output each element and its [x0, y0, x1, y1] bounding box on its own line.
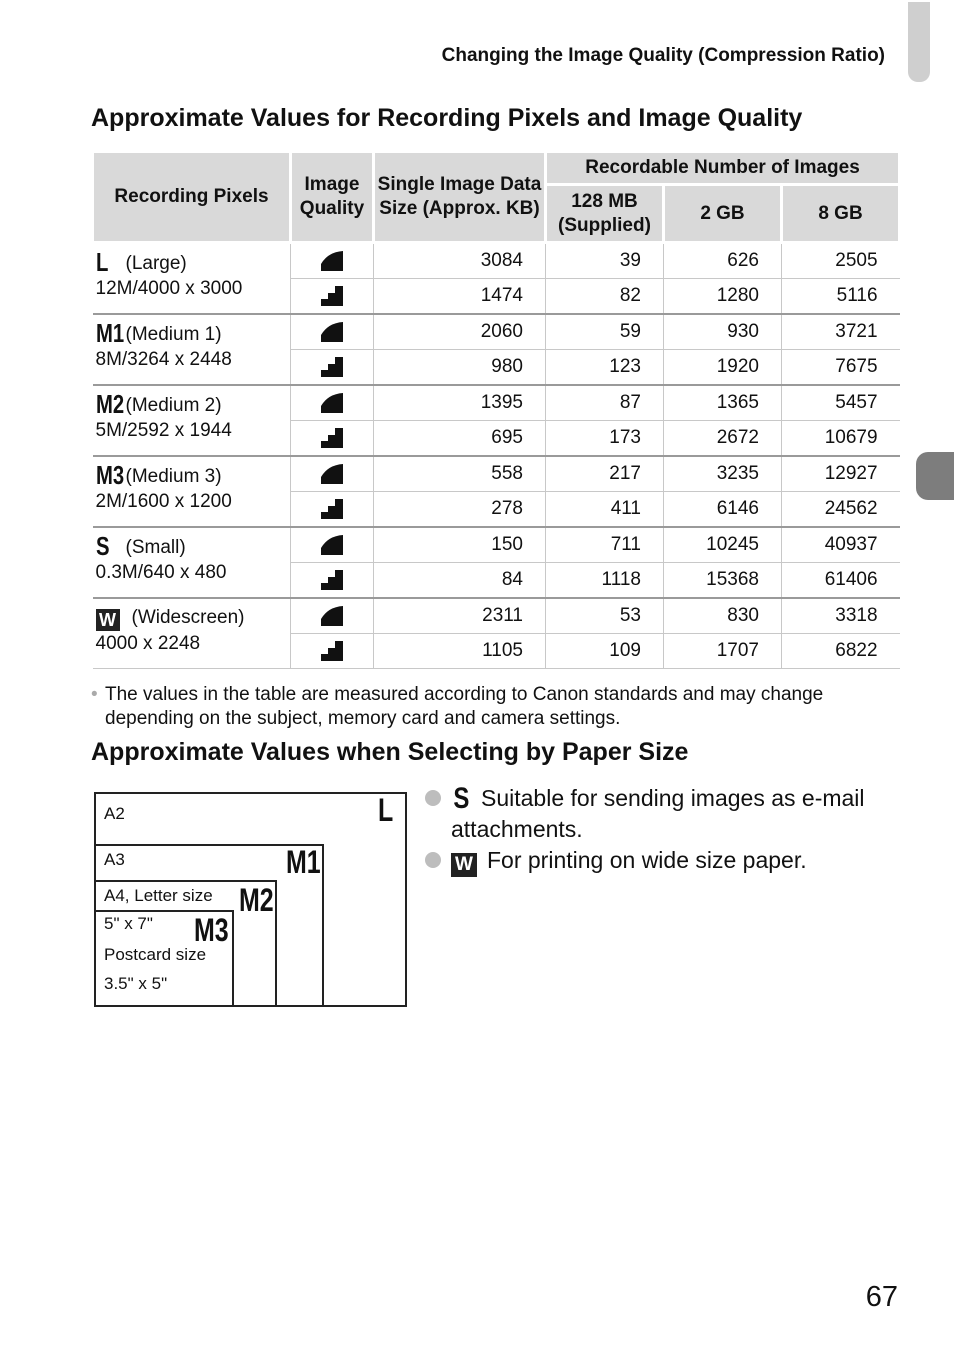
image-quality-cell: [291, 527, 374, 563]
data-size-cell: 2060: [374, 314, 546, 350]
mode-notes: [423, 783, 903, 877]
section-title-paper-size: Approximate Values when Selecting by Paper Size: [91, 738, 689, 766]
count-128mb-cell: 217: [546, 456, 664, 492]
data-size-cell: 1395: [374, 385, 546, 421]
section-title-pixels-quality: Approximate Values for Recording Pixels and Image Quality: [91, 104, 803, 132]
chapter-tab-side: [916, 452, 954, 500]
count-2gb-cell: 1707: [664, 634, 782, 669]
data-size-cell: 2311: [374, 598, 546, 634]
mode-resolution: 12M/4000 x 3000: [95, 278, 243, 299]
count-8gb-cell: 7675: [782, 350, 900, 386]
data-size-cell: 84: [374, 563, 546, 599]
data-size-cell: 980: [374, 350, 546, 386]
image-quality-cell: [291, 243, 374, 279]
values-table: [91, 150, 901, 669]
mode-m3-icon: M3: [95, 460, 124, 490]
count-2gb-cell: 1920: [664, 350, 782, 386]
recording-pixels-cell: [93, 598, 291, 669]
mode-s-icon: S: [95, 531, 110, 561]
data-size-cell: 3084: [374, 243, 546, 279]
count-8gb-cell: 6822: [782, 634, 900, 669]
image-quality-cell: [291, 456, 374, 492]
header-2gb: 2 GB: [664, 185, 782, 243]
note-widescreen-text: For printing on wide size paper.: [487, 847, 807, 873]
image-quality-cell: [291, 421, 374, 457]
data-size-cell: 150: [374, 527, 546, 563]
fine-quality-icon: [320, 392, 344, 414]
mode-resolution: 8M/3264 x 2448: [95, 349, 232, 370]
count-128mb-cell: 53: [546, 598, 664, 634]
count-8gb-cell: 12927: [782, 456, 900, 492]
table-row: [93, 456, 900, 492]
count-128mb-cell: 87: [546, 385, 664, 421]
note-text: The values in the table are measured according to Canon standards and may change depending on the subject, memory card and camera settings.: [105, 684, 824, 729]
table-row: [93, 385, 900, 421]
count-128mb-cell: 411: [546, 492, 664, 528]
image-quality-cell: [291, 563, 374, 599]
note-small-text: Suitable for sending images as e-mail attachments.: [451, 785, 865, 842]
normal-quality-icon: [320, 285, 344, 307]
mode-name: (Medium 2): [125, 395, 222, 416]
count-2gb-cell: 930: [664, 314, 782, 350]
count-2gb-cell: 3235: [664, 456, 782, 492]
count-2gb-cell: 6146: [664, 492, 782, 528]
normal-quality-icon: [320, 498, 344, 520]
mode-l-icon: L: [378, 792, 394, 828]
table-row: [93, 527, 900, 563]
count-128mb-cell: 1118: [546, 563, 664, 599]
count-128mb-cell: 173: [546, 421, 664, 457]
count-2gb-cell: 1365: [664, 385, 782, 421]
bullet-circle: [425, 790, 441, 806]
mode-resolution: 0.3M/640 x 480: [95, 562, 227, 583]
count-2gb-cell: 1280: [664, 279, 782, 315]
running-head: Changing the Image Quality (Compression Ratio): [441, 45, 885, 66]
count-8gb-cell: 3721: [782, 314, 900, 350]
count-128mb-cell: 109: [546, 634, 664, 669]
mode-resolution: 2M/1600 x 1200: [95, 491, 232, 512]
chapter-tab-top: [908, 2, 930, 82]
count-8gb-cell: 5116: [782, 279, 900, 315]
note-bullet: •: [91, 684, 98, 705]
count-8gb-cell: 10679: [782, 421, 900, 457]
data-size-cell: 1105: [374, 634, 546, 669]
mode-w-icon: W: [96, 609, 120, 631]
mode-name: (Medium 3): [125, 466, 222, 487]
table-row: [93, 598, 900, 634]
count-8gb-cell: 61406: [782, 563, 900, 599]
paper-a3-box: [94, 844, 324, 1007]
table-note: [91, 683, 901, 731]
paper-5x7-box: [94, 910, 234, 1007]
mode-l-icon: L: [95, 247, 108, 277]
recording-pixels-cell: [93, 385, 291, 456]
count-8gb-cell: 40937: [782, 527, 900, 563]
note-small-mode: [423, 783, 903, 845]
mode-m2-icon: M2: [239, 882, 274, 918]
page-number: 67: [865, 1281, 898, 1313]
recording-pixels-cell: [93, 456, 291, 527]
fine-quality-icon: [320, 463, 344, 485]
paper-a3-label: A3: [104, 850, 125, 869]
bullet-circle: [425, 852, 441, 868]
mode-m1-icon: M1: [286, 844, 321, 880]
data-size-cell: 278: [374, 492, 546, 528]
mode-resolution: 4000 x 2248: [95, 633, 201, 654]
image-quality-cell: [291, 634, 374, 669]
paper-a2-label: A2: [104, 804, 125, 823]
fine-quality-icon: [320, 250, 344, 272]
mode-m3-icon: M3: [194, 912, 229, 948]
count-128mb-cell: 123: [546, 350, 664, 386]
header-data-size: Single Image Data Size (Approx. KB): [374, 152, 546, 243]
count-2gb-cell: 830: [664, 598, 782, 634]
paper-size-diagram: [94, 792, 407, 1007]
count-8gb-cell: 24562: [782, 492, 900, 528]
paper-a4-box: [94, 880, 277, 1007]
image-quality-cell: [291, 314, 374, 350]
data-size-cell: 1474: [374, 279, 546, 315]
count-2gb-cell: 626: [664, 243, 782, 279]
count-128mb-cell: 39: [546, 243, 664, 279]
count-8gb-cell: 2505: [782, 243, 900, 279]
note-widescreen-mode: [423, 845, 903, 877]
count-2gb-cell: 2672: [664, 421, 782, 457]
mode-w-icon: W: [451, 853, 477, 877]
image-quality-cell: [291, 350, 374, 386]
count-8gb-cell: 5457: [782, 385, 900, 421]
normal-quality-icon: [320, 356, 344, 378]
count-128mb-cell: 59: [546, 314, 664, 350]
count-2gb-cell: 10245: [664, 527, 782, 563]
mode-name: (Medium 1): [125, 324, 222, 345]
count-2gb-cell: 15368: [664, 563, 782, 599]
fine-quality-icon: [320, 605, 344, 627]
paper-35x5-label: 3.5" x 5": [104, 974, 168, 993]
mode-name: (Widescreen): [131, 607, 245, 628]
mode-s-icon: S: [453, 782, 470, 815]
header-128mb: 128 MB (Supplied): [546, 185, 664, 243]
normal-quality-icon: [320, 427, 344, 449]
image-quality-cell: [291, 279, 374, 315]
count-128mb-cell: 711: [546, 527, 664, 563]
fine-quality-icon: [320, 321, 344, 343]
recording-pixels-cell: [93, 527, 291, 598]
image-quality-cell: [291, 492, 374, 528]
header-8gb: 8 GB: [782, 185, 900, 243]
paper-5x7-label: 5" x 7": [104, 914, 153, 933]
header-image-quality: Image Quality: [291, 152, 374, 243]
recording-pixels-cell: [93, 243, 291, 315]
table-row: [93, 314, 900, 350]
image-quality-cell: [291, 385, 374, 421]
paper-postcard-label: Postcard size: [104, 945, 207, 964]
normal-quality-icon: [320, 569, 344, 591]
mode-resolution: 5M/2592 x 1944: [95, 420, 232, 441]
fine-quality-icon: [320, 534, 344, 556]
data-size-cell: 558: [374, 456, 546, 492]
mode-m1-icon: M1: [95, 318, 124, 348]
paper-a4-label: A4, Letter size: [104, 886, 213, 905]
count-128mb-cell: 82: [546, 279, 664, 315]
image-quality-cell: [291, 598, 374, 634]
recording-pixels-cell: [93, 314, 291, 385]
header-recordable: Recordable Number of Images: [546, 152, 900, 185]
normal-quality-icon: [320, 640, 344, 662]
header-recording-pixels: Recording Pixels: [93, 152, 291, 243]
mode-name: (Large): [125, 253, 187, 274]
data-size-cell: 695: [374, 421, 546, 457]
table-row: [93, 243, 900, 279]
mode-name: (Small): [125, 537, 186, 558]
mode-m2-icon: M2: [95, 389, 124, 419]
count-8gb-cell: 3318: [782, 598, 900, 634]
